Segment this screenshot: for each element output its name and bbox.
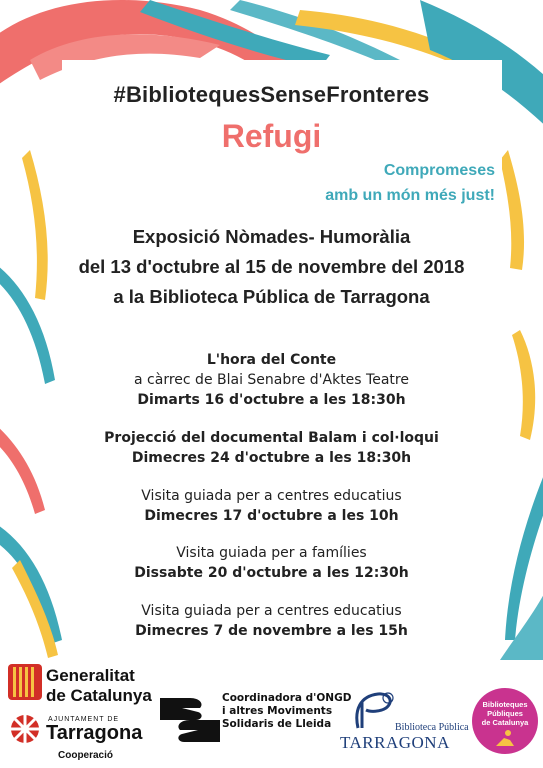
- biblioteca-tarragona-text: TARRAGONA: [340, 733, 450, 752]
- biblioteques-publiques-text: [472, 700, 538, 727]
- exhibition-dates: del 13 d'octubre al 15 de novembre del 2018: [78, 256, 465, 277]
- tagline-line1: Compromeses: [383, 162, 495, 179]
- ajuntament-tarragona-text: Tarragona: [46, 722, 143, 744]
- event-5-date: Dimecres 7 de novembre a les 15h: [135, 623, 408, 639]
- event-4-date: Dissabte 20 d'octubre a les 12:30h: [134, 565, 409, 581]
- reader-figure-icon: [494, 730, 516, 748]
- generalitat-logo-text: [46, 666, 152, 706]
- hashtag-heading: #BibliotequesSenseFronteres: [113, 82, 430, 107]
- ajuntament-small-text: AJUNTAMENT DE: [48, 716, 120, 723]
- exhibition-venue: a la Biblioteca Pública de Tarragona: [113, 286, 430, 307]
- generalitat-line1: Generalitat: [46, 666, 135, 685]
- bpc-line2: Públiques: [487, 709, 523, 718]
- event-2-title: Projecció del documental Balam i col·loqui: [104, 430, 439, 446]
- title-refugi: Refugi: [221, 118, 322, 154]
- yellow-stroke-right: [500, 150, 524, 270]
- bpc-line1: Biblioteques: [482, 700, 528, 709]
- event-3-title: Visita guiada per a centres educatius: [141, 488, 402, 504]
- coord-line3: Solidaris de Lleida: [222, 718, 332, 730]
- event-2-date: Dimecres 24 d'octubre a les 18:30h: [131, 450, 412, 466]
- event-3-date: Dimecres 17 d'octubre a les 10h: [144, 508, 399, 524]
- ajuntament-tarragona-emblem-icon: [8, 712, 42, 746]
- event-5-title: Visita guiada per a centres educatius: [141, 603, 402, 619]
- cooperacio-text: Cooperació: [58, 750, 114, 761]
- event-1-date: Dimarts 16 d'octubre a les 18:30h: [137, 392, 406, 408]
- biblioteca-tarragona-logo-icon: [350, 690, 396, 730]
- coordinadora-hands-logo-icon: [160, 690, 220, 748]
- bpc-line3: de Catalunya: [481, 718, 529, 727]
- tagline-line2: amb un món més just!: [325, 187, 495, 204]
- event-4-title: Visita guiada per a famílies: [176, 545, 367, 561]
- exhibition-title: Exposició Nòmades- Humoràlia: [132, 226, 411, 247]
- coordinadora-text: [222, 692, 351, 731]
- event-1-subtitle: a càrrec de Blai Senabre d'Aktes Teatre: [134, 372, 409, 388]
- coord-line2: i altres Moviments: [222, 705, 333, 717]
- event-1-title: L'hora del Conte: [206, 352, 337, 368]
- coord-line1: Coordinadora d'ONGD: [222, 692, 352, 704]
- generalitat-line2: de Catalunya: [46, 686, 152, 705]
- generalitat-logo-icon: [8, 664, 42, 704]
- biblioteca-publica-text: Biblioteca Pública: [395, 722, 469, 733]
